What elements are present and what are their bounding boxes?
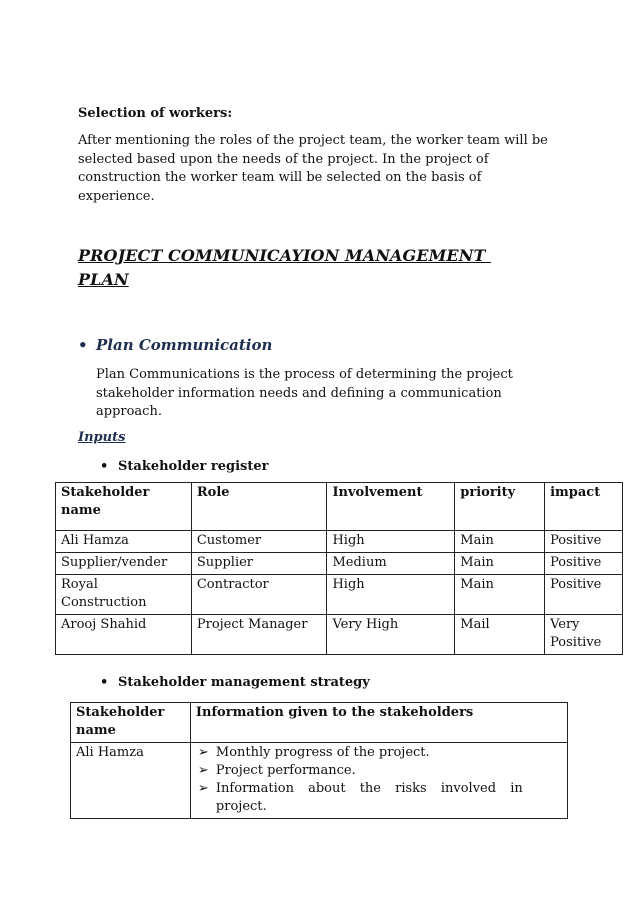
table-cell: Medium	[327, 553, 455, 575]
bullet-icon: •	[100, 675, 109, 690]
table-cell: Supplier/vender	[56, 553, 192, 575]
table-cell: Customer	[191, 531, 327, 553]
selection-of-workers-heading: Selection of workers:	[78, 106, 233, 121]
heading-line-1: PROJECT COMMUNICAYION MANAGEMENT	[78, 246, 486, 265]
information-list	[196, 744, 563, 816]
heading-line-2: PLAN	[78, 270, 129, 289]
column-header: Information given to the stakeholders	[190, 703, 567, 743]
selection-of-workers-paragraph: After mentioning the roles of the project team, the worker team will be selected based upon the needs of the project. In the project of construction the worker team will be selected on the basis of experience.	[78, 133, 548, 204]
table-cell: Main	[455, 575, 545, 615]
table-cell: Positive	[545, 553, 623, 575]
list-item-text: Information about the risks involved in project.	[215, 781, 523, 814]
table-cell: Positive	[545, 575, 623, 615]
communication-plan-heading	[78, 244, 518, 292]
table-row	[56, 575, 623, 615]
list-item-text: Project performance.	[215, 763, 356, 778]
column-header: Stakeholder name	[71, 703, 191, 743]
column-header: priority	[455, 483, 545, 531]
stakeholder-register-label: Stakeholder register	[118, 459, 269, 474]
table-cell: Ali Hamza	[71, 743, 191, 819]
stakeholder-register-table	[55, 482, 623, 655]
arrow-bullet-icon: ➢	[197, 781, 209, 796]
table-row	[56, 531, 623, 553]
table-cell: Main	[455, 553, 545, 575]
column-header: Stakeholder name	[56, 483, 192, 531]
table-cell	[190, 743, 567, 819]
table-row	[56, 553, 623, 575]
table-header-row	[56, 483, 623, 531]
table-cell: High	[327, 575, 455, 615]
stakeholder-strategy-label: Stakeholder management strategy	[118, 675, 370, 690]
table-cell: Very Positive	[545, 615, 623, 655]
list-item	[196, 762, 563, 780]
table-row	[56, 615, 623, 655]
table-cell: Supplier	[191, 553, 327, 575]
table-cell: High	[327, 531, 455, 553]
table-cell: Royal Construction	[56, 575, 192, 615]
column-header: Role	[191, 483, 327, 531]
column-header: Involvement	[327, 483, 455, 531]
bullet-icon: •	[100, 459, 109, 474]
table-cell: Arooj Shahid	[56, 615, 192, 655]
table-cell: Project Manager	[191, 615, 327, 655]
plan-communication-title: Plan Communication	[96, 336, 273, 354]
plan-communication-description: Plan Communications is the process of determining the project stakeholder information needs and defining a communication approach.	[96, 367, 513, 419]
stakeholder-strategy-bullet	[100, 675, 370, 690]
list-item	[196, 744, 563, 762]
table-cell: Contractor	[191, 575, 327, 615]
table-cell: Main	[455, 531, 545, 553]
table-cell: Positive	[545, 531, 623, 553]
table-cell: Ali Hamza	[56, 531, 192, 553]
arrow-bullet-icon: ➢	[197, 763, 209, 778]
bullet-icon: •	[78, 336, 88, 354]
plan-communication-bullet	[78, 336, 272, 354]
arrow-bullet-icon: ➢	[197, 745, 209, 760]
list-item-text: Monthly progress of the project.	[215, 745, 430, 760]
list-item	[196, 780, 563, 816]
table-cell: Mail	[455, 615, 545, 655]
column-header: impact	[545, 483, 623, 531]
inputs-label: Inputs	[78, 430, 126, 445]
table-row	[71, 743, 568, 819]
table-cell: Very High	[327, 615, 455, 655]
stakeholder-register-bullet	[100, 459, 268, 474]
table-header-row	[71, 703, 568, 743]
stakeholder-strategy-table	[70, 702, 568, 819]
